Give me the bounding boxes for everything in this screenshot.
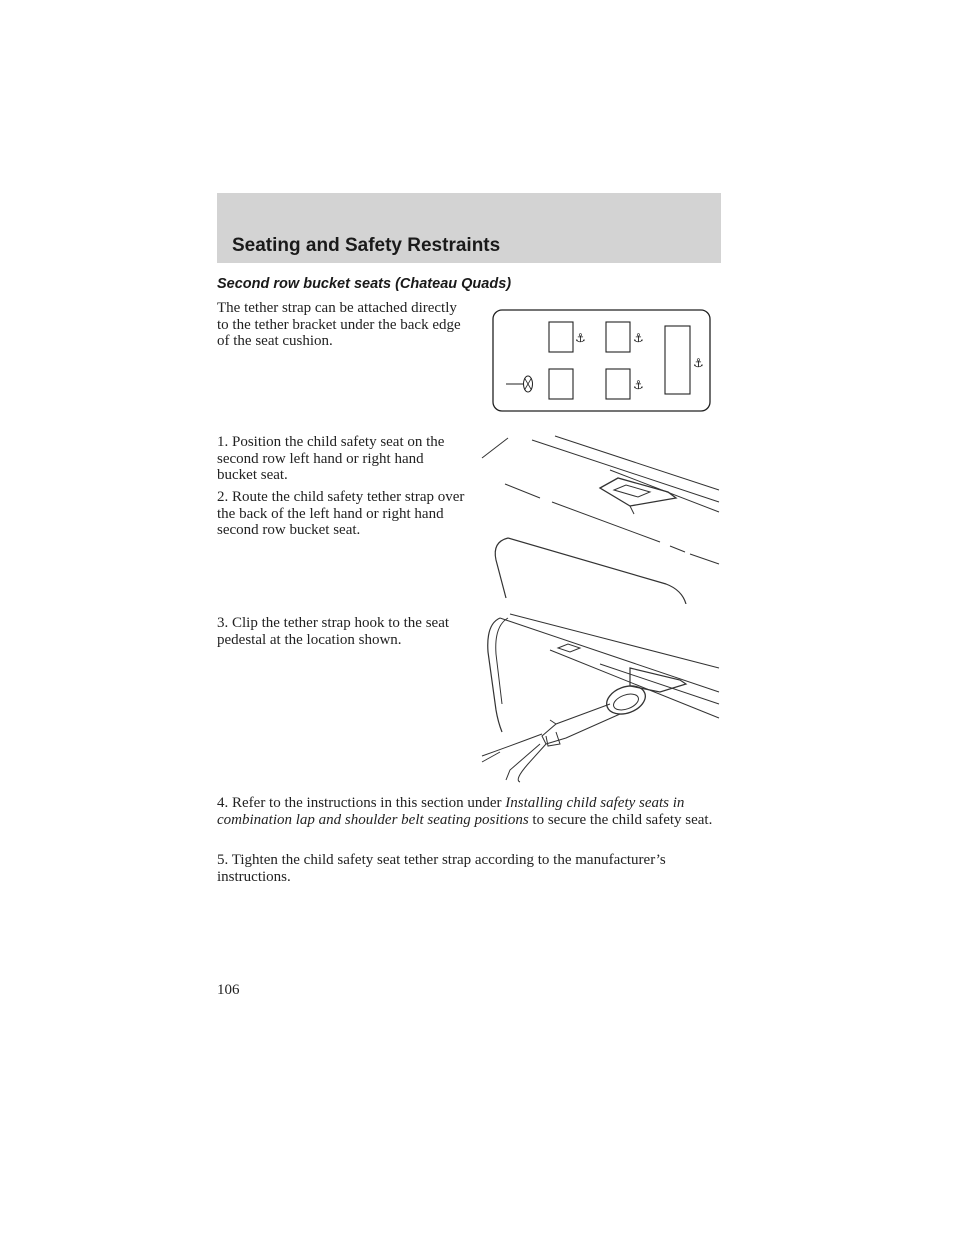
page-number: 106 (217, 982, 240, 998)
intro-paragraph: The tether strap can be attached directly to the tether bracket under the back edge of the seat cushion. (217, 300, 461, 349)
step-3: 3. Clip the tether strap hook to the seat pedestal at the location shown. (217, 615, 450, 648)
seat-passenger (606, 369, 630, 399)
header-band (217, 193, 721, 263)
seat-second-row-right (606, 322, 630, 352)
steering-wheel-icon (506, 376, 533, 392)
anchor-icon: ⚓ (575, 331, 586, 345)
vehicle-outline (493, 310, 710, 411)
step-4-reference-title: Installing child safety seats in combination lap and shoulder belt seating positions (217, 795, 685, 828)
tether-bracket-illustration (480, 432, 720, 604)
step-4-suffix: to secure the child safety seat. (528, 811, 713, 828)
anchor-icon: ⚓ (693, 356, 704, 370)
step-4-prefix: 4. Refer to the instructions in this section under (217, 795, 506, 811)
step-2: 2. Route the child safety tether strap over the back of the left hand or right hand second row bucket seat. (217, 489, 465, 538)
section-title: Seating and Safety Restraints (232, 235, 501, 256)
seat-map-figure (492, 309, 712, 413)
seat-rear-bench (665, 326, 690, 394)
tether-hook-illustration (480, 612, 720, 784)
seat-second-row-left (549, 322, 573, 352)
anchor-icon: ⚓ (633, 331, 644, 345)
seat-driver (549, 369, 573, 399)
step-5: 5. Tighten the child safety seat tether strap according to the manufacturer’s instructions. (217, 852, 666, 885)
anchor-icon: ⚓ (633, 378, 644, 392)
step-4 (217, 795, 717, 828)
step-1: 1. Position the child safety seat on the second row left hand or right hand bucket seat. (217, 434, 445, 483)
subheading: Second row bucket seats (Chateau Quads) (217, 276, 512, 292)
